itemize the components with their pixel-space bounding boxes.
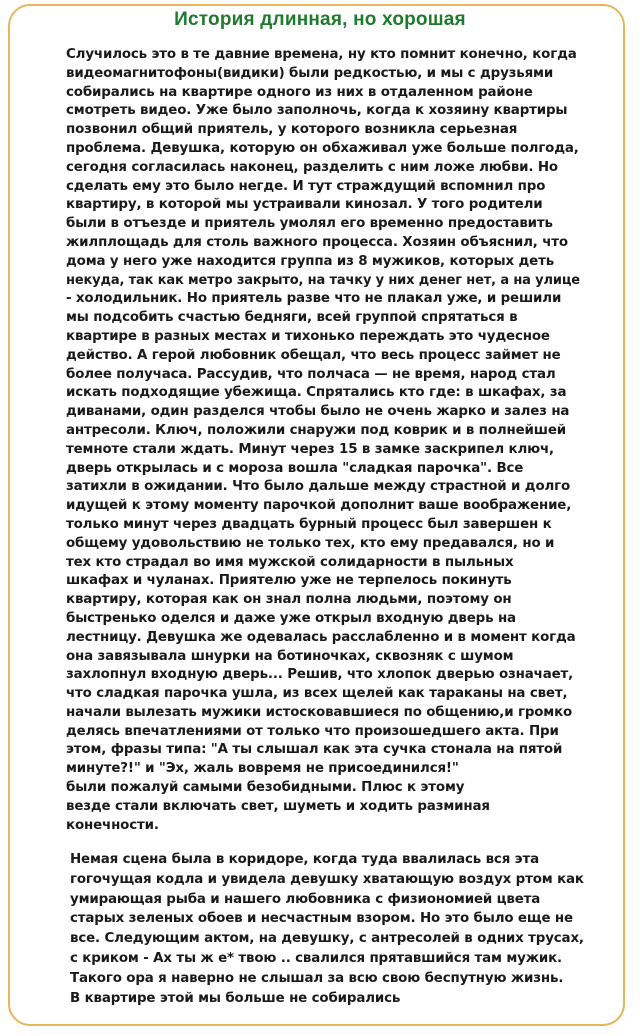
text-line: квартиру, которая как он знал полна людьми, поэтому он <box>66 592 512 608</box>
text-line: быстренько оделся и даже уже открыл входную дверь на <box>66 610 516 626</box>
text-line: диванами, один разделся чтобы было не очень жарко и залез на <box>66 404 570 420</box>
text-line: она завязывала шнурки на ботиночках, сквозняк с шумом <box>66 648 514 664</box>
text-line: Немая сцена была в коридоре, когда туда ввалилась вся эта <box>70 852 539 867</box>
text-line: антресоли. Ключ, положили снаружи под коврик и в полнейшей <box>66 422 566 438</box>
text-line: собирались на квартире одного из них в отдаленном районе <box>66 84 533 100</box>
text-line: конечности. <box>66 817 159 833</box>
text-line: умирающая рыба и нашего любовника с физиономией цвета <box>70 891 541 907</box>
text-line: мы подсобить счастью бедняги, всей группой спрятаться в <box>66 310 518 326</box>
text-line: старых зеленых обоев и несчастным взором. Но это было еще не <box>70 911 573 927</box>
text-line: затихли в ожидании. Что было дальше между страстной и долго <box>66 479 571 495</box>
text-line: некуда, так как метро закрыто, на тачку у них денег нет, а на улице <box>66 272 580 288</box>
text-line: действо. А герой любовник обещал, что весь процесс займет не <box>66 347 561 363</box>
text-line: только минут через двадцать бурный процесс был завершен к <box>66 516 552 532</box>
text-line: все. Следующим актом, на девушку, с антресолей в одних трусах, <box>70 931 584 947</box>
text-line: видеомагнитофоны(видики) были редкостью, и мы с друзьями <box>66 65 554 81</box>
text-line: - холодильник. Но приятель разве что не плакал уже, и решили <box>66 291 562 307</box>
text-line: квартиру, в которой мы устраивали кинозал. У того родители <box>66 197 543 213</box>
text-line: общему удовольствию не только тех, кто ему предавался, но и <box>66 535 555 551</box>
text-line: квартире в разных местах и тихонько переждать это чудесное <box>66 328 550 344</box>
text-line: искать подходящие убежища. Спрятались кто где: в шкафах, за <box>66 385 567 401</box>
text-line: темноте стали ждать. Минут через 15 в замке заскрипел ключ, <box>66 441 554 457</box>
text-line: минуте?!" и "Эх, жаль вовремя не присоединился!" <box>66 761 459 777</box>
story-paragraph-3 <box>70 989 590 1008</box>
text-line: делясь впечатлениями от только что произошедшего акта. При <box>66 723 559 739</box>
text-line: захлопнул входную дверь... Решив, что хлопок дверью означает, <box>66 667 574 683</box>
text-line: дома у него уже находится группа из 8 мужиков, которых деть <box>66 253 555 269</box>
text-line: шкафах и чуланах. Приятелю уже не терпелось покинуть <box>66 573 512 589</box>
text-line: позвонил общий приятель, у которого возникла серьезная <box>66 122 518 138</box>
text-line: что сладкая парочка ушла, из всех щелей как тараканы на свет, <box>66 686 568 702</box>
text-line: Такого ора я наверно не слышал за всю свою беспутную жизнь. <box>70 970 564 986</box>
text-line: более получаса. Рассудив, что полчаса — не время, народ стал <box>66 366 556 382</box>
text-line: гогочущая кодла и увидела девушку хватающую воздух ртом как <box>70 871 584 887</box>
text-line: тех кто страдал во имя мужской солидарности в пыльных <box>66 554 514 570</box>
text-line: Случилось это в те давние времена, ну кто помнит конечно, когда <box>66 47 577 62</box>
text-line: сделать ему это было негде. И тут страждущий вспомнил про <box>66 178 546 194</box>
text-line: были пожалуй самыми безобидными. Плюс к этому <box>66 780 465 796</box>
text-line: проблема. Девушка, которую он обхаживал уже больше полгода, <box>66 140 579 156</box>
text-line: В квартире этой мы больше не собирались <box>70 991 401 1006</box>
text-line: смотреть видео. Уже было заполночь, когда к хозяину квартиры <box>66 103 568 119</box>
text-line: жилплощадь для столь важного процесса. Хозяин объяснил, что <box>66 234 568 250</box>
story-paragraph-1 <box>66 46 586 835</box>
text-line: идущей к этому моменту парочкой дополнит ваше воображение, <box>66 498 572 514</box>
text-line: сегодня согласилась наконец, разделить с ним ложе любви. Но <box>66 159 558 175</box>
text-line: лестницу. Девушка же одевалась расслабленно и в момент когда <box>66 629 576 645</box>
text-line: этом, фразы типа: "А ты слышал как эта сучка стонала на пятой <box>66 742 563 758</box>
text-line: были в отъезде и приятель умолял его временно предоставить <box>66 216 553 232</box>
page-title: История длинная, но хорошая <box>174 9 466 30</box>
text-line: дверь открылась и с мороза вошла "сладкая парочка". Все <box>66 460 524 476</box>
story-paragraph-2 <box>70 850 590 989</box>
text-line: везде стали включать свет, шуметь и ходить разминая <box>66 798 490 814</box>
text-line: с криком - Ах ты ж е* твою .. свалился прятавшийся там мужик. <box>70 950 562 966</box>
text-line: начали вылезать мужики истосковавшиеся по общению,и громко <box>66 704 573 720</box>
